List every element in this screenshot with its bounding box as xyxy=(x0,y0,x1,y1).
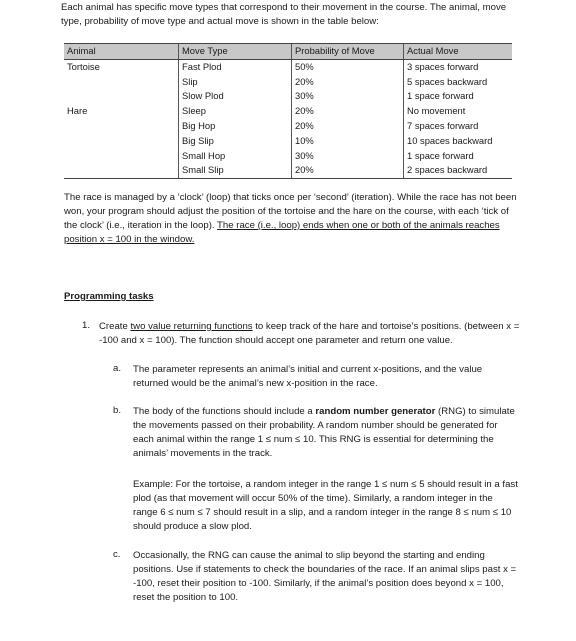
subtask-b-text xyxy=(133,405,518,461)
subtask-b-post: (RNG) to simulate the movements passed on their probability. A random number should be generated for each animal within the range 1 ≤ num ≤ 10. This RNG is essential for determining the animals’ movements in the track. xyxy=(133,406,515,459)
cell-animal xyxy=(64,163,179,178)
cell-actual-move: 2 spaces backward xyxy=(404,163,513,178)
table-row xyxy=(64,59,512,74)
cell-move-type: Sleep xyxy=(179,104,292,119)
subtask-c xyxy=(113,549,518,605)
cell-move-type: Big Slip xyxy=(179,134,292,149)
cell-probability: 20% xyxy=(292,163,404,178)
example-paragraph: Example: For the tortoise, a random integer in the range 1 ≤ num ≤ 5 should result in a fast plod (as that movement will occur 50% of the time). Similarly, a random integer in the range 6 ≤ num ≤ 7 should result in a slip, and a random integer in the range 8 ≤ num ≤ 10 should produce a slow plod. xyxy=(133,479,518,532)
intro-paragraph: Each animal has specific move types that correspond to their movement in the course. The animal, move type, probability of move type and actual move is shown in the table below: xyxy=(61,2,507,27)
subtask-b-label: b. xyxy=(113,405,122,416)
race-paragraph xyxy=(64,191,522,247)
cell-actual-move: 1 space forward xyxy=(404,89,513,104)
cell-actual-move: No movement xyxy=(404,104,513,119)
cell-probability: 20% xyxy=(292,75,404,90)
header-move-type: Move Type xyxy=(179,44,292,60)
cell-actual-move: 3 spaces forward xyxy=(404,59,513,74)
subtask-a-label: a. xyxy=(113,363,122,374)
cell-animal: Hare xyxy=(67,105,88,117)
move-types-table xyxy=(64,43,512,179)
cell-actual-move: 10 spaces backward xyxy=(404,134,513,149)
cell-animal: Tortoise xyxy=(67,60,100,72)
header-animal: Animal xyxy=(64,44,179,60)
cell-move-type: Small Slip xyxy=(179,163,292,178)
subtask-b-bold: random number generator xyxy=(315,406,436,417)
task-1-post: to keep track of the hare and tortoise’s positions. (between x = -100 and x = 100). The function should accept one parameter and return one value. xyxy=(99,321,520,346)
cell-probability: 30% xyxy=(292,89,404,104)
table-row xyxy=(64,104,512,119)
cell-probability: 10% xyxy=(292,134,404,149)
cell-move-type: Big Hop xyxy=(179,119,292,134)
subtask-b-pre: The body of the functions should include a xyxy=(133,406,316,417)
cell-animal xyxy=(64,75,179,90)
race-end-condition: The race (i.e., loop) ends when one or both of the animals reaches position x = 100 in the window. xyxy=(64,220,500,245)
task-1-text xyxy=(99,320,522,348)
subtask-a xyxy=(113,363,518,391)
cell-move-type: Small Hop xyxy=(179,149,292,164)
table-row xyxy=(64,163,512,178)
table-header-row xyxy=(64,44,512,60)
cell-probability: 20% xyxy=(292,104,404,119)
cell-animal xyxy=(64,119,179,134)
section-heading: Programming tasks xyxy=(64,291,154,302)
cell-move-type: Slow Plod xyxy=(179,89,292,104)
task-1 xyxy=(82,320,522,348)
table-row xyxy=(64,134,512,149)
table-row xyxy=(64,75,512,90)
cell-move-type: Slip xyxy=(179,75,292,90)
subtask-b xyxy=(113,405,518,461)
subtask-c-label: c. xyxy=(113,549,121,560)
cell-probability: 30% xyxy=(292,149,404,164)
task-1-pre: Create xyxy=(99,321,131,332)
cell-probability: 20% xyxy=(292,119,404,134)
table-row xyxy=(64,89,512,104)
cell-move-type: Fast Plod xyxy=(179,59,292,74)
header-probability: Probability of Move xyxy=(292,44,404,60)
table-row xyxy=(64,119,512,134)
task-1-number: 1. xyxy=(82,320,91,331)
subtask-a-text: The parameter represents an animal’s initial and current x-positions, and the value returned would be the animal’s new x-position in the race. xyxy=(133,364,483,389)
cell-probability: 50% xyxy=(292,59,404,74)
cell-animal xyxy=(64,89,179,104)
cell-animal xyxy=(64,149,179,164)
task-1-link: two value returning functions xyxy=(130,321,253,332)
cell-actual-move: 1 space forward xyxy=(404,149,513,164)
header-actual-move: Actual Move xyxy=(404,44,513,60)
cell-actual-move: 7 spaces forward xyxy=(404,119,513,134)
race-text: The race is managed by a ‘clock’ (loop) that ticks once per ‘second’ (iteration). While the race has not been won, your program should adjust the position of the tortoise and the hare on the course, with each ‘tick of the clock’ (i.e., iteration in the loop). xyxy=(64,192,517,231)
table-row xyxy=(64,149,512,164)
subtask-c-text: Occasionally, the RNG can cause the animal to slip beyond the starting and ending positions. Use if statements to check the boundaries of the race. If an animal slips past x = -100, reset their position to -100. Similarly, if the animal’s position does beyond x = 100, reset the position to 100. xyxy=(133,550,517,603)
cell-actual-move: 5 spaces backward xyxy=(404,75,513,90)
cell-animal xyxy=(64,134,179,149)
